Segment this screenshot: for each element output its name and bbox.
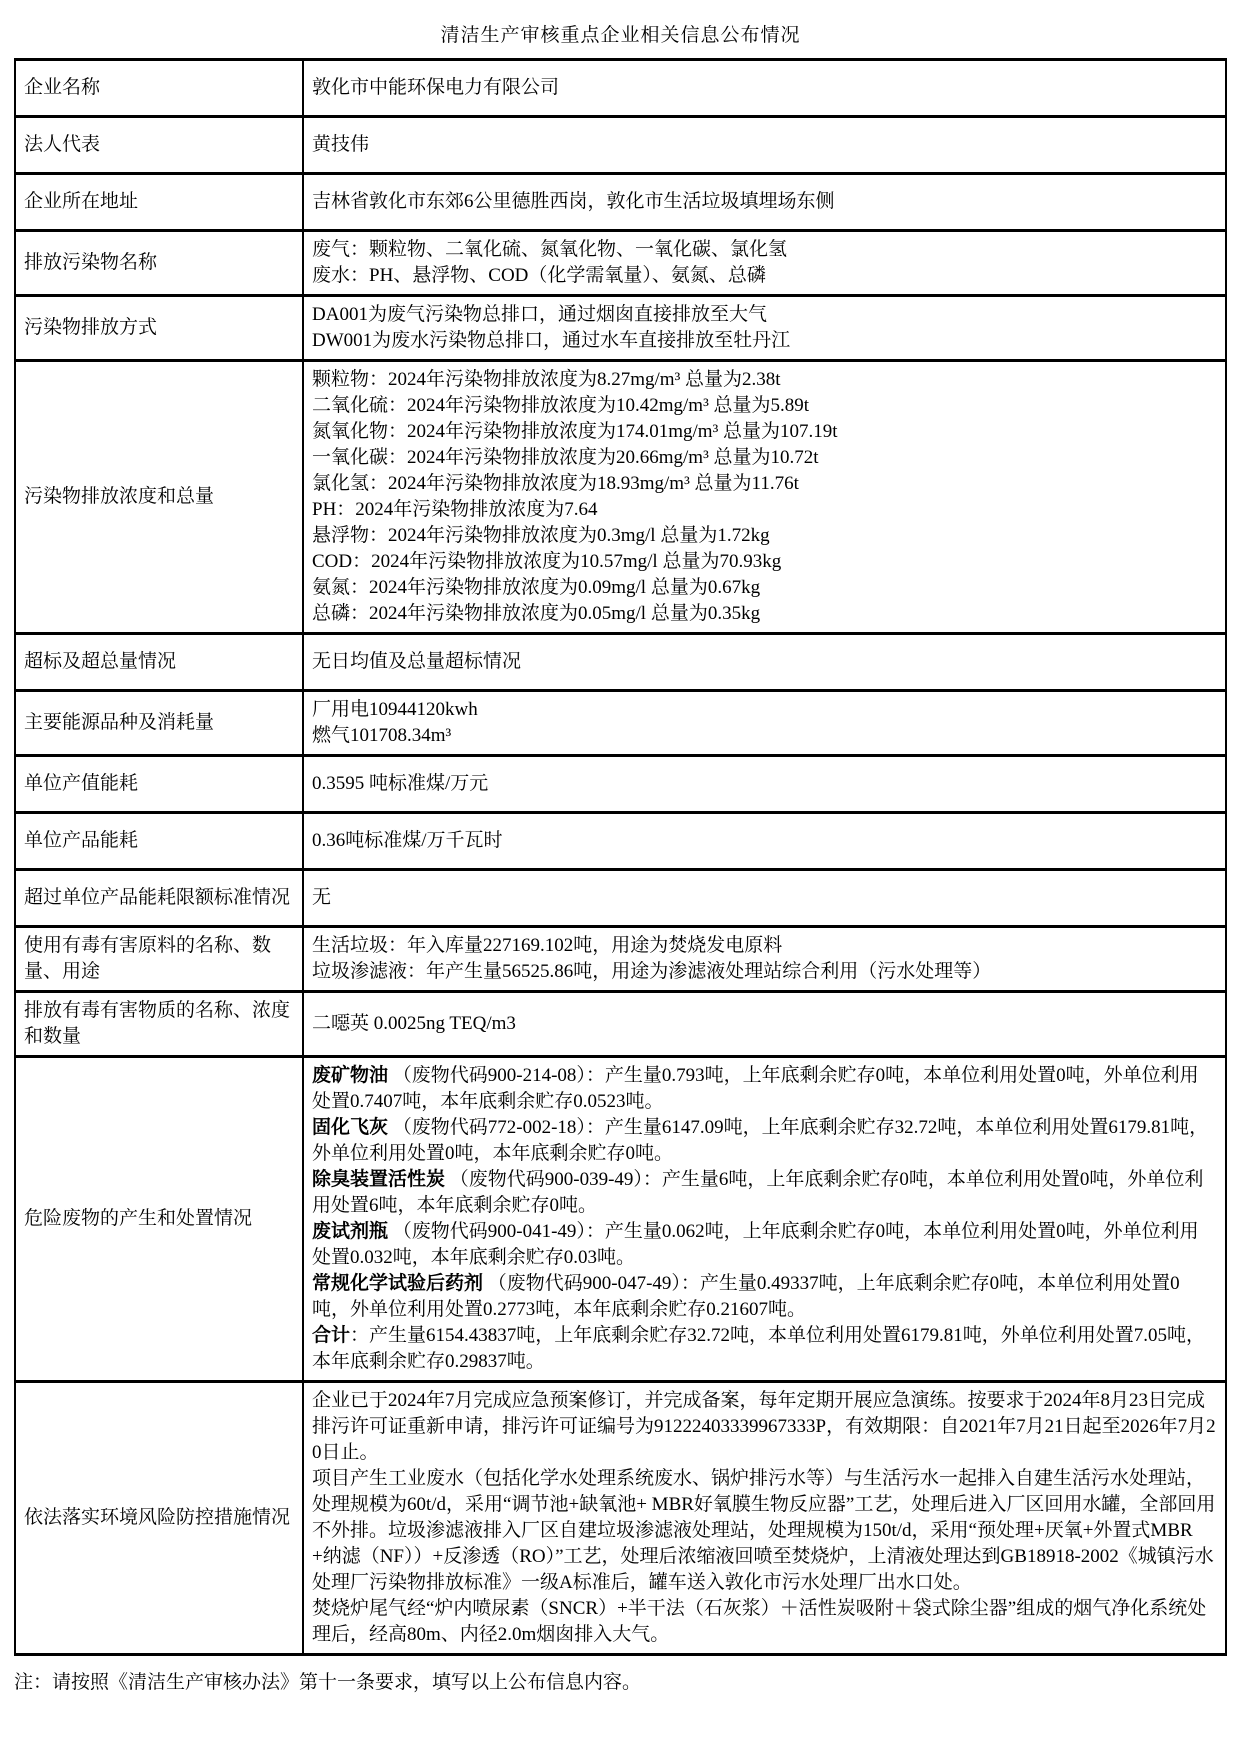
row-label: 企业所在地址 xyxy=(15,174,303,231)
table-row xyxy=(15,361,1226,634)
value-line: 黄技伟 xyxy=(312,134,370,155)
row-value xyxy=(303,231,1226,296)
row-value xyxy=(303,60,1226,117)
row-value xyxy=(303,756,1226,813)
value-line: 除臭装置活性炭 （废物代码900-039-49）：产生量6吨，上年底剩余贮存0吨，本单位利用处置0吨，外单位利用处置6吨，本年底剩余贮存0吨。 xyxy=(312,1169,1204,1216)
value-line: 敦化市中能环保电力有限公司 xyxy=(312,77,560,98)
table-row xyxy=(15,231,1226,296)
row-label: 污染物排放浓度和总量 xyxy=(15,361,303,634)
table-row xyxy=(15,60,1226,117)
info-table-body xyxy=(15,60,1226,1655)
table-row xyxy=(15,992,1226,1057)
value-line: 厂用电10944120kwh xyxy=(312,699,478,720)
value-line: 二氧化硫：2024年污染物排放浓度为10.42mg/m³ 总量为5.89t xyxy=(312,395,810,416)
value-line: 生活垃圾：年入库量227169.102吨，用途为焚烧发电原料 xyxy=(312,935,783,956)
row-value xyxy=(303,691,1226,756)
value-line: 氮氧化物：2024年污染物排放浓度为174.01mg/m³ 总量为107.19t xyxy=(312,421,838,442)
table-row xyxy=(15,927,1226,992)
value-line: DW001为废水污染物总排口，通过水车直接排放至牡丹江 xyxy=(312,330,791,351)
table-row xyxy=(15,870,1226,927)
value-line: PH：2024年污染物排放浓度为7.64 xyxy=(312,499,598,520)
value-line: 颗粒物：2024年污染物排放浓度为8.27mg/m³ 总量为2.38t xyxy=(312,369,781,390)
row-value xyxy=(303,174,1226,231)
row-value xyxy=(303,927,1226,992)
row-label: 单位产品能耗 xyxy=(15,813,303,870)
row-value xyxy=(303,1057,1226,1382)
table-row xyxy=(15,756,1226,813)
table-row xyxy=(15,174,1226,231)
table-row xyxy=(15,813,1226,870)
page-title: 清洁生产审核重点企业相关信息公布情况 xyxy=(440,25,801,46)
table-row xyxy=(15,296,1226,361)
value-line: 焚烧炉尾气经“炉内喷尿素（SNCR）+半干法（石灰浆）＋活性炭吸附＋袋式除尘器”组成的烟气净化系统处理后，经高80m、内径2.0m烟囱排入大气。 xyxy=(312,1598,1207,1645)
table-row xyxy=(15,634,1226,691)
value-line: DA001为废气污染物总排口，通过烟囱直接排放至大气 xyxy=(312,304,767,325)
value-line: 吉林省敦化市东郊6公里德胜西岗，敦化市生活垃圾填埋场东侧 xyxy=(312,191,835,212)
value-line: 常规化学试验后药剂 （废物代码900-047-49）：产生量0.49337吨，上年底剩余贮存0吨，本单位利用处置0吨，外单位利用处置0.2773吨，本年底剩余贮存0.21607吨。 xyxy=(312,1273,1180,1320)
row-value xyxy=(303,634,1226,691)
row-label: 超过单位产品能耗限额标准情况 xyxy=(15,870,303,927)
value-line: 总磷：2024年污染物排放浓度为0.05mg/l 总量为0.35kg xyxy=(312,603,761,624)
footnote: 注：请按照《清洁生产审核办法》第十一条要求，填写以上公布信息内容。 xyxy=(14,1672,642,1693)
row-value xyxy=(303,813,1226,870)
value-line: 0.36吨标准煤/万千瓦时 xyxy=(312,830,503,851)
row-value xyxy=(303,361,1226,634)
waste-term: 废矿物油 xyxy=(312,1065,389,1086)
value-line: 一氧化碳：2024年污染物排放浓度为20.66mg/m³ 总量为10.72t xyxy=(312,447,819,468)
waste-term: 固化飞灰 xyxy=(312,1117,389,1138)
row-value xyxy=(303,117,1226,174)
value-line: 合计：产生量6154.43837吨，上年底剩余贮存32.72吨，本单位利用处置6179.81吨，外单位利用处置7.05吨，本年底剩余贮存0.29837吨。 xyxy=(312,1325,1206,1372)
value-line: 固化飞灰 （废物代码772-002-18）：产生量6147.09吨，上年底剩余贮存32.72吨，本单位利用处置6179.81吨，外单位利用处置0吨，本年底剩余贮存0吨。 xyxy=(312,1117,1209,1164)
row-label: 污染物排放方式 xyxy=(15,296,303,361)
row-label: 使用有毒有害原料的名称、数量、用途 xyxy=(15,927,303,992)
value-line: 氯化氢：2024年污染物排放浓度为18.93mg/m³ 总量为11.76t xyxy=(312,473,799,494)
value-line: 废气：颗粒物、二氧化硫、氮氧化物、一氧化碳、氯化氢 xyxy=(312,239,788,260)
row-label: 排放有毒有害物质的名称、浓度和数量 xyxy=(15,992,303,1057)
row-value xyxy=(303,1382,1226,1655)
value-line: 企业已于2024年7月完成应急预案修订，并完成备案，每年定期开展应急演练。按要求于2024年8月23日完成排污许可证重新申请，排污许可证编号为91222403339967333P，有效期限：自2021年7月21日起至2026年7月20日止。 xyxy=(312,1390,1216,1463)
info-table xyxy=(14,58,1227,1656)
row-value xyxy=(303,870,1226,927)
value-line: 废试剂瓶 （废物代码900-041-49）：产生量0.062吨，上年底剩余贮存0吨，本单位利用处置0吨，外单位利用处置0.032吨，本年底剩余贮存0.03吨。 xyxy=(312,1221,1199,1268)
waste-term: 除臭装置活性炭 xyxy=(312,1169,446,1190)
value-line: 无日均值及总量超标情况 xyxy=(312,651,522,672)
value-line: 垃圾渗滤液：年产生量56525.86吨，用途为渗滤液处理站综合利用（污水处理等） xyxy=(312,961,992,982)
value-line: 二噁英 0.0025ng TEQ/m3 xyxy=(312,1013,516,1034)
row-label: 企业名称 xyxy=(15,60,303,117)
value-line: 废水：PH、悬浮物、COD（化学需氧量）、氨氮、总磷 xyxy=(312,265,766,286)
value-line: 悬浮物：2024年污染物排放浓度为0.3mg/l 总量为1.72kg xyxy=(312,525,770,546)
value-line: COD：2024年污染物排放浓度为10.57mg/l 总量为70.93kg xyxy=(312,551,782,572)
value-line: 无 xyxy=(312,887,332,908)
table-row xyxy=(15,691,1226,756)
value-line: 0.3595 吨标准煤/万元 xyxy=(312,773,489,794)
row-label: 主要能源品种及消耗量 xyxy=(15,691,303,756)
table-row xyxy=(15,1382,1226,1655)
table-row xyxy=(15,1057,1226,1382)
row-label: 排放污染物名称 xyxy=(15,231,303,296)
row-label: 危险废物的产生和处置情况 xyxy=(15,1057,303,1382)
row-value xyxy=(303,296,1226,361)
row-label: 单位产值能耗 xyxy=(15,756,303,813)
value-line: 废矿物油 （废物代码900-214-08）：产生量0.793吨，上年底剩余贮存0吨，本单位利用处置0吨，外单位利用处置0.7407吨，本年底剩余贮存0.0523吨。 xyxy=(312,1065,1199,1112)
waste-term: 常规化学试验后药剂 xyxy=(312,1273,484,1294)
value-line: 氨氮：2024年污染物排放浓度为0.09mg/l 总量为0.67kg xyxy=(312,577,761,598)
waste-term: 合计 xyxy=(312,1325,351,1346)
row-label: 超标及超总量情况 xyxy=(15,634,303,691)
row-value xyxy=(303,992,1226,1057)
row-label: 依法落实环境风险防控措施情况 xyxy=(15,1382,303,1655)
value-line: 燃气101708.34m³ xyxy=(312,725,452,746)
value-line: 项目产生工业废水（包括化学水处理系统废水、锅炉排污水等）与生活污水一起排入自建生活污水处理站，处理规模为60t/d，采用“调节池+缺氧池+ MBR好氧膜生物反应器”工艺，处理后进入厂区回用水罐，全部回用不外排。垃圾渗滤液排入厂区自建垃圾渗滤液处理站，处理规模为150t/d，采用“预处理+厌氧+外置式MBR+纳滤（NF））+反渗透（RO）”工艺，处理后浓缩液回喷至焚烧炉，上清液处理达到GB18918-2002《城镇污水处理厂污染物排放标准》一级A标准后，罐车送入敦化市污水处理厂出水口处。 xyxy=(312,1468,1216,1593)
row-label: 法人代表 xyxy=(15,117,303,174)
waste-term: 废试剂瓶 xyxy=(312,1221,389,1242)
table-row xyxy=(15,117,1226,174)
